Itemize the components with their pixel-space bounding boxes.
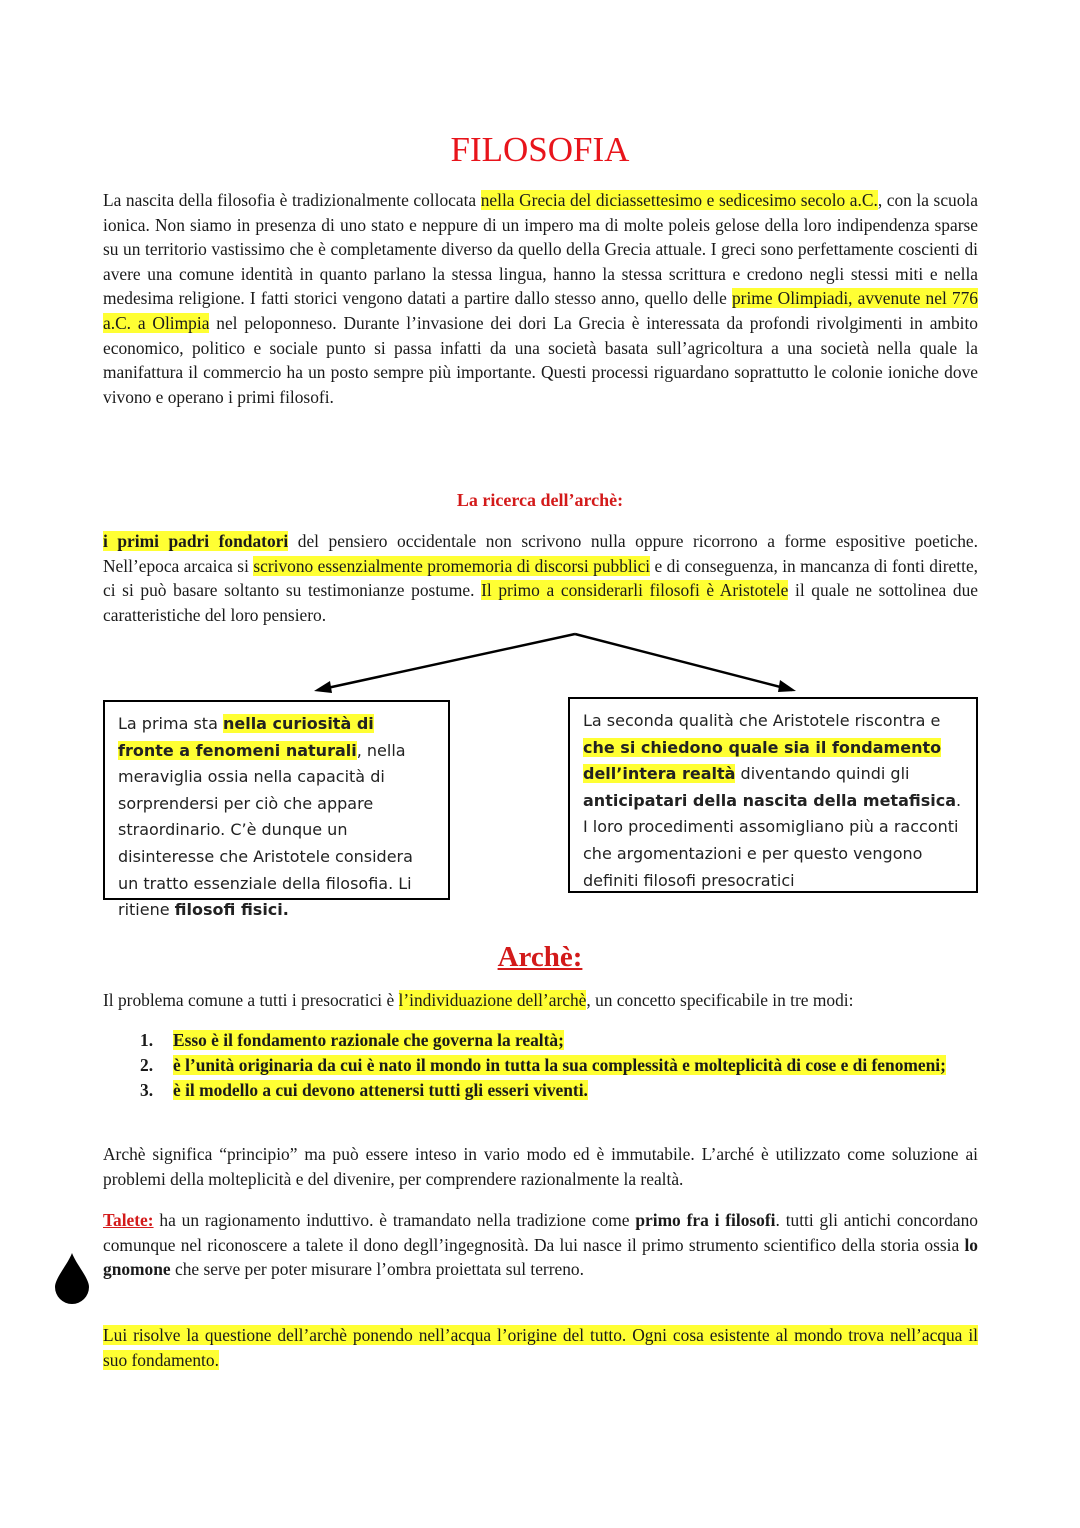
talete-label: Talete: [103,1210,154,1230]
ricerca-highlight-2: scrivono essenzialmente promemoria di discorsi pubblici [253,555,651,576]
box-left-text-2: , nella meraviglia ossia nella capacità di sorprendersi per ciò che appare straordinario. C’è dunque un disinteresse che Aristotele considera un tratto essenziale della filosofia. Li ritiene [118,740,413,920]
intro-highlight-2: prime Olimpiadi, avvenute nel 776 a.C. a Olimpia [103,288,978,333]
list-item-number: 3. [140,1080,154,1100]
list-item [140,1053,978,1078]
intro-highlight-1: nella Grecia del diciassettesimo e sedicesimo secolo a.C. [480,190,878,210]
arche-heading: Archè: [497,941,583,973]
ricerca-text-1: del pensiero occidentale non scrivono nulla oppure ricorrono a forme espositive poetiche. Nell’epoca arcaica si [103,531,978,576]
ricerca-highlight-1: i primi padri fondatori [103,531,289,551]
list-item-text: Esso è il fondamento razionale che governa la realtà; [173,1030,564,1050]
box-left-text-1: La prima sta [118,714,223,733]
arche-intro-text-2: , un concetto specificabile in tre modi: [586,990,854,1010]
arche-meaning-paragraph: Archè significa “principio” ma può essere inteso in vario modo ed è immutabile. L’arché è utilizzato come soluzione ai problemi della molteplicità e del divenire, per comprendere razionalmente la realtà. [103,1144,978,1189]
ricerca-text-3: il quale ne sottolinea due caratteristiche del loro pensiero. [103,580,978,625]
box-first-characteristic [103,700,450,920]
arche-intro [103,988,978,1013]
arrow-right-line [575,634,792,690]
box-right-bold: anticipatari della nascita della metafisica [583,790,957,810]
list-item [140,1078,978,1103]
talete-text-1: ha un ragionamento induttivo. è tramandato nella tradizione come [153,1210,636,1230]
box-right-text-1: La seconda qualità che Aristotele riscontra e [583,711,941,730]
talete-text-3: che serve per poter misurare l’ombra proiettata sul terreno. [170,1259,584,1280]
arrow-right-head [778,680,796,692]
list-item-number: 2. [140,1055,154,1075]
intro-text-1: La nascita della filosofia è tradizionalmente collocata [103,190,481,210]
box-left-highlight: nella curiosità di fronte a fenomeni naturali [118,714,374,760]
page-title: FILOSOFIA [450,130,630,169]
arche-intro-text-1: Il problema comune a tutti i presocratici è [103,990,399,1010]
talete-text-2: . tutti gli antichi concordano comunque nel riconoscere a talete il dono degll’ingegnosità. Da lui nasce il primo strumento scientifico della storia ossia [103,1210,978,1255]
ricerca-highlight-3: Il primo a considerarli filosofi è Aristotele [481,580,789,601]
talete-bold-2: lo gnomone [103,1234,978,1280]
branch-arrows [0,0,1080,720]
intro-text-3: nel peloponneso. Durante l’invasione dei dori La Grecia è interessata da profondi rivolgimenti in ambito economico, politico e sociale punto si passa infatti da una società basata sull’agricoltura a una società nella quale la manifattura il commercio ha un posto sempre più importante. Questi processi riguardano soprattutto le colonie ioniche dove vivono e operano i primi filosofi. [103,312,978,407]
arche-definitions-list [140,1028,978,1103]
box-left-bold: filosofi fisici. [174,900,289,920]
arche-intro-highlight: l’individuazione dell’archè [398,990,587,1010]
box-right-text-2: diventando quindi gli [735,764,910,784]
intro-text-2: , con la scuola ionica. Non siamo in presenza di uno stato e neppure di un impero ma di molte poleis gelose della loro indipendenza sparse su un territorio vastissimo che è completamente diverso da quello della Grecia attuale. I greci sono perfettamente coscienti di avere una comune identità in quanto parlano la stessa lingua, hanno la stessa scrittura e credono negli stessi miti e nella medesima religione. I fatti storici vengono datati a partire dallo stesso anno, quello delle [103,190,978,309]
box-right-text-3: . I loro procedimenti assomigliano più a racconti che argomentazioni e per questo vengono definiti filosofi presocratici [583,790,962,890]
arrow-left-line [318,634,575,690]
box-right-highlight: che si chiedono quale sia il fondamento dell’intera realtà [583,737,942,784]
list-item [140,1028,978,1053]
list-item-text: è il modello a cui devono attenersi tutti gli esseri viventi. [173,1080,588,1100]
list-item-text: è l’unità originaria da cui è nato il mondo in tutta la sua complessità e molteplicità di cose e di fenomeni; [173,1055,946,1075]
ricerca-heading: La ricerca dell’archè: [456,490,624,510]
water-drop-icon [54,1252,90,1304]
list-item-number: 1. [140,1030,154,1050]
talete-conclusion [103,1323,978,1372]
box-second-characteristic [568,697,978,893]
talete-conclusion-text: Lui risolve la questione dell’archè ponendo nell’acqua l’origine del tutto. Ogni cosa esistente al mondo trova nell’acqua il suo fondamento. [103,1325,978,1370]
talete-paragraph [103,1208,978,1282]
talete-bold-1: primo fra i filosofi [635,1210,776,1230]
ricerca-text-2: e di conseguenza, in mancanza di fonti dirette, ci si può basare soltanto su testimonianze postume. [103,555,979,601]
arrow-left-head [314,681,332,693]
